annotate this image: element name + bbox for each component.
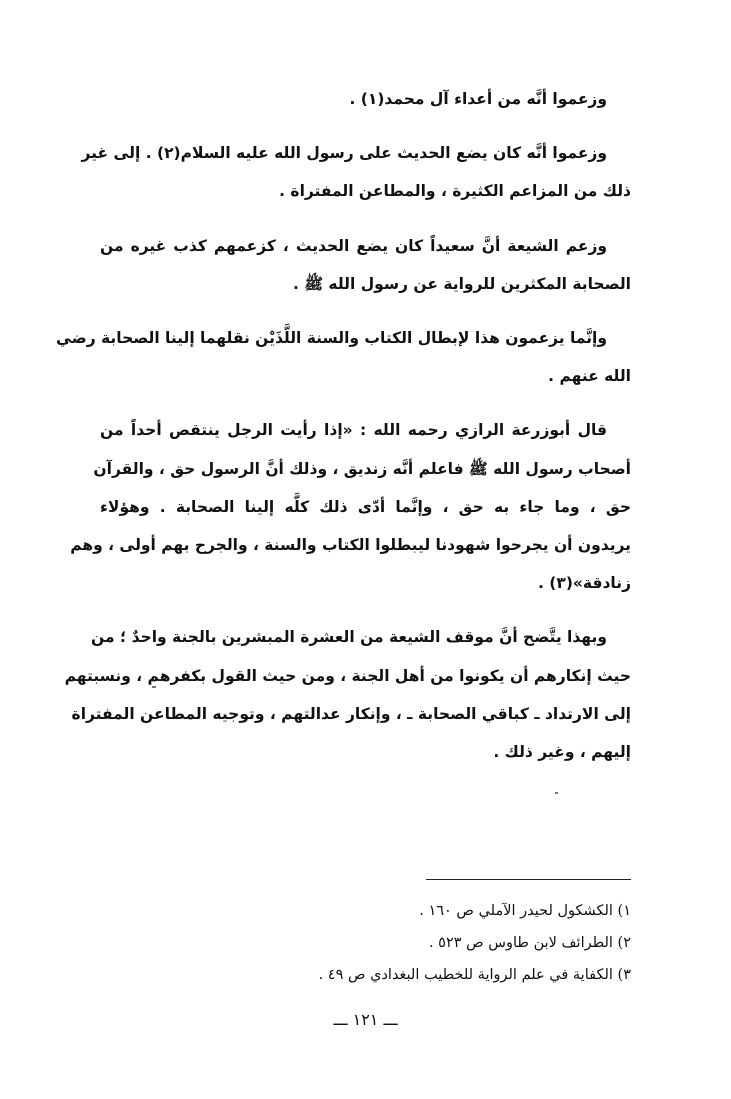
text-line: وزعموا أنَّه من أعداء آل محمد(١) . xyxy=(349,90,607,108)
scan-speck xyxy=(555,792,558,794)
paragraph-2 xyxy=(81,134,631,210)
footnote-1: ١) الكشكول لحيدر الآملي ص ١٦٠ . xyxy=(419,903,631,919)
text-line: يريدون أن يجرحوا شهودنا ليبطلوا الكتاب والسنة ، والجرح بهم أولى ، وهم xyxy=(70,536,631,555)
footnote-2: ٢) الطرائف لابن طاوس ص ٥٢٣ . xyxy=(428,935,631,951)
text-line: إليهم ، وغير ذلك . xyxy=(493,743,631,762)
text-line: وزعموا أنَّه كان يضع الحديث على رسول الله عليه السلام(٢) . إلى غير xyxy=(81,144,607,163)
footnote-divider xyxy=(426,879,631,880)
text-line: الله عنهم . xyxy=(548,367,631,386)
text-line: وزعم الشيعة أنَّ سعيداً كان يضع الحديث ، كزعمهم كذب غيره من xyxy=(100,236,607,255)
text-line: قال أبوزرعة الرازي رحمه الله : «إذا رأيت الرجل ينتقص أحداً من xyxy=(100,421,607,440)
footnote-3: ٣) الكفاية في علم الرواية للخطيب البغدادي ص ٤٩ . xyxy=(318,967,631,983)
text-line: وبهذا يتَّضح أنَّ موقف الشيعة من العشرة المبشرين بالجنة واحدٌ ؛ من xyxy=(91,628,607,647)
paragraph-5-quote xyxy=(70,411,631,602)
paragraph-6 xyxy=(64,618,631,771)
text-line: زنادقة»(٣) . xyxy=(537,574,631,593)
text-line: حق ، وما جاء به حق ، وإنَّما أدّى ذلك كلَّه إلينا الصحابة . وهؤلاء xyxy=(100,497,631,516)
text-line: حيث إنكارهم أن يكونوا من أهل الجنة ، ومن حيث القول بكفرهم ، ونسبتهم xyxy=(64,666,631,685)
text-line: إلى الارتداد ـ كباقي الصحابة ـ ، وإنكار عدالتهم ، وتوجيه المطاعن المفتراة xyxy=(71,704,631,723)
scan-speck xyxy=(152,686,156,688)
paragraph-1 xyxy=(100,80,631,118)
page-number: ـــ ١٢١ ـــ xyxy=(333,1010,398,1029)
text-line: أصحاب رسول الله ﷺ فاعلم أنَّه زنديق ، وذلك أنَّ الرسول حق ، والقرآن xyxy=(93,459,631,478)
text-line: ذلك من المزاعم الكثيرة ، والمطاعن المفتراة . xyxy=(279,182,631,201)
footnotes xyxy=(120,895,631,991)
paragraph-4 xyxy=(56,319,631,395)
body-text xyxy=(56,80,631,787)
paragraph-3 xyxy=(100,227,631,303)
text-line: وإنَّما يزعمون هذا لإبطال الكتاب والسنة اللَّذَيْن نقلهما إلينا الصحابة رضي xyxy=(56,329,607,348)
text-line: الصحابة المكثرين للرواية عن رسول الله ﷺ . xyxy=(293,274,631,293)
